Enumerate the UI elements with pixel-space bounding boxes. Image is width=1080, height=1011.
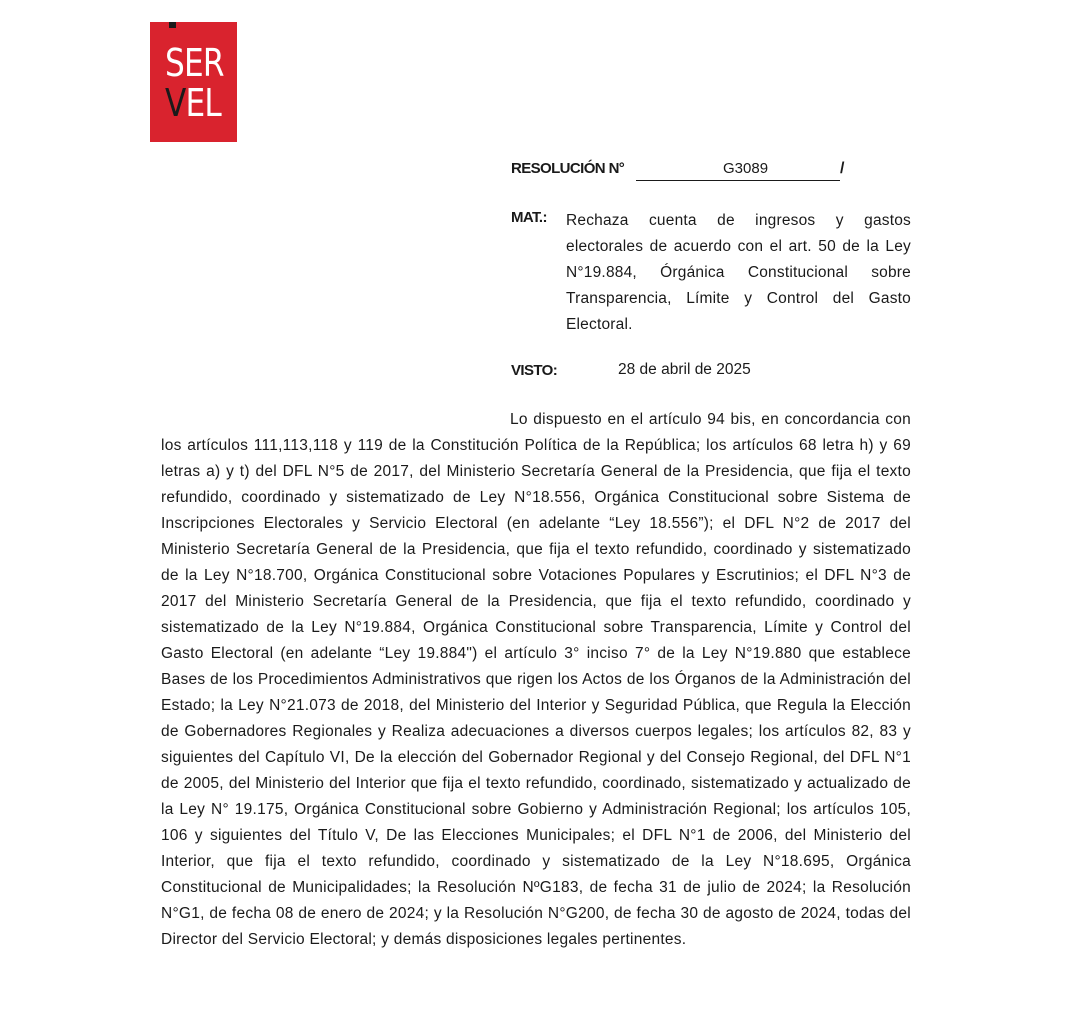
resolution-number: G3089 [723,160,769,177]
materia-label: MAT.: [511,209,547,226]
visto-date: 28 de abril de 2025 [618,361,751,378]
materia-text: Rechaza cuenta de ingresos y gastos electorales de acuerdo con el art. 50 de la Ley N°19.884, Órgánica Constitucional sobre Transparencia, Límite y Control del Gasto Electoral. [566,212,911,333]
logo-text-line1: SER [165,41,224,85]
resolution-label: RESOLUCIÓN N° [511,160,625,177]
visto-body-paragraph: Lo dispuesto en el artículo 94 bis, en concordancia con los artículos 111,113,118 y 119 de la Constitución Política de la República; los artículos 68 letra h) y 69 letras a) y t) del DFL N°5 de 2017, del Ministerio Secretaría General de la Presidencia, que fija el texto refundido, coordinado y sistematizado de Ley N°18.556, Orgánica Constitucional sobre Sistema de Inscripciones Electorales y Servicio Electoral (en adelante “Ley 18.556”); el DFL N°2 de 2017 del Ministerio Secretaría General de la Presidencia, que fija el texto refundido, coordinado y sistematizado de la Ley N°18.700, Orgánica Constitucional sobre Votaciones Populares y Escrutinios; el DFL N°3 de 2017 del Ministerio Secretaría General de la Presidencia, que fija el texto refundido, coordinado y sistematizado de la Ley N°19.884, Orgánica Constitucional sobre Transparencia, Límite y Control del Gasto Electoral (en adelante “Ley 19.884") el artículo 3° inciso 7° de la Ley N°19.880 que establece Bases de los Procedimientos Administrativos que rigen los Actos de los Órganos de la Administración del Estado; la Ley N°21.073 de 2018, del Ministerio del Interior y Seguridad Pública, que Regula la Elección de Gobernadores Regionales y Realiza adecuaciones a diversos cuerpos legales; los artículos 82, 83 y siguientes del Capítulo VI, De la elección del Gobernador Regional y del Consejo Regional, del DFL N°1 de 2005, del Ministerio del Interior que fija el texto refundido, coordinado, sistematizado y actualizado de la Ley N° 19.175, Orgánica Constitucional sobre Gobierno y Administración Regional; los artículos 105, 106 y siguientes del Título V, De las Elecciones Municipales; el DFL N°1 de 2006, del Ministerio del Interior, que fija el texto refundido, coordinado y sistematizado de la Ley N°18.695, Orgánica Constitucional de Municipalidades; la Resolución NºG183, de fecha 31 de julio de 2024; la Resolución N°G1, de fecha 08 de enero de 2024; y la Resolución N°G200, de fecha 30 de agosto de 2024, todas del Director del Servicio Electoral; y demás disposiciones legales pertinentes. [161,411,911,948]
logo-letters-el: EL [185,81,221,125]
visto-label: VISTO: [511,362,558,379]
resolution-number-underline [636,180,840,181]
logo-accent-bar [169,22,176,28]
logo-text-line2 [165,81,222,125]
servel-logo [150,22,237,142]
resolution-slash: / [840,160,845,177]
logo-letter-v: V [165,81,186,125]
